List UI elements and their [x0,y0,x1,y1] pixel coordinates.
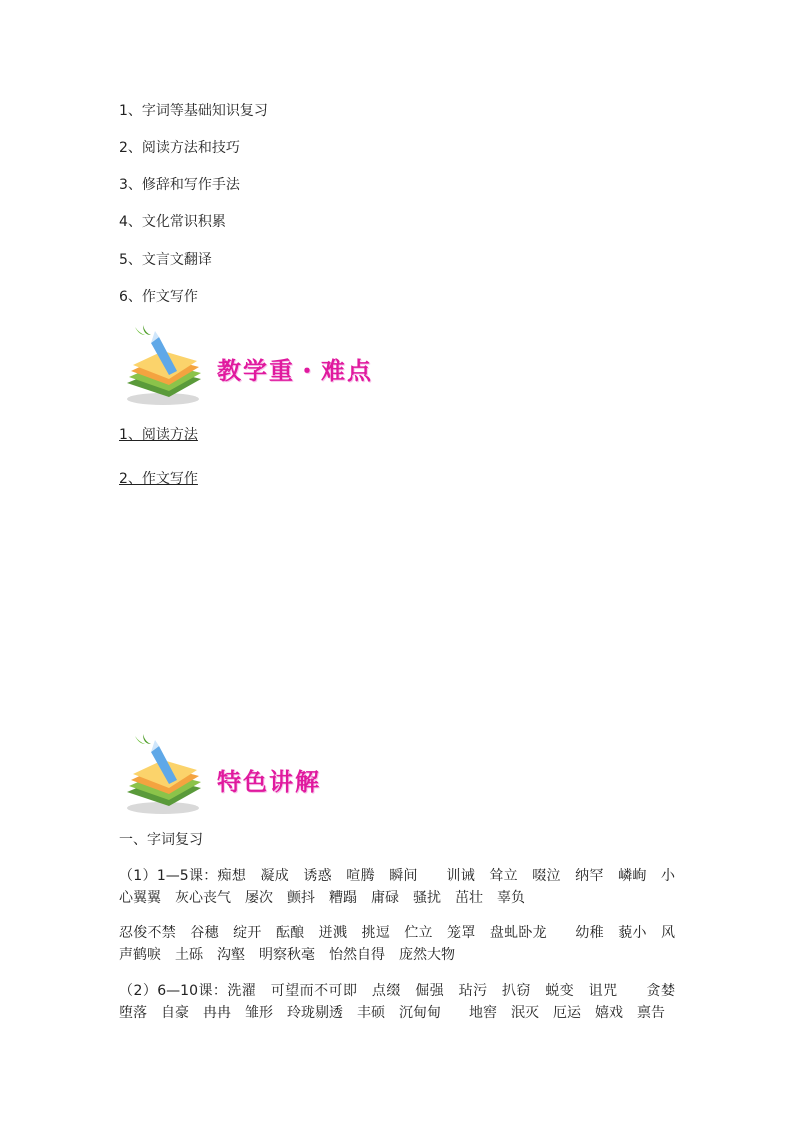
book-pen-icon [121,732,205,816]
vocab-paragraph-2: 忍俊不禁 谷穗 绽开 酝酿 迸溅 挑逗 伫立 笼罩 盘虬卧龙 幼稚 藐小 风声鹤唳 土砾 沟壑 明察秋毫 怡然自得 庞然大物 [119,925,675,963]
subheading-vocab: 一、字词复习 [119,832,203,848]
goal-item-6: 6、作文写作 [119,289,198,305]
section-title-key: 教学重・难点 [217,356,373,385]
goal-item-5: 5、文言文翻译 [119,252,212,268]
goal-item-1: 1、字词等基础知识复习 [119,103,268,119]
goal-item-4: 4、文化常识积累 [119,214,226,230]
section-header-feature [121,732,421,816]
goal-item-3: 3、修辞和写作手法 [119,177,240,193]
vocab-paragraph-1: （1）1—5课：痴想 凝成 诱惑 喧腾 瞬间 训诫 耸立 啜泣 纳罕 嶙峋 小心翼翼 灰心丧气 屡次 颤抖 糟蹋 庸碌 骚扰 茁壮 辜负 [119,868,675,906]
vocab-paragraph-3: （2）6—10课：洗濯 可望而不可即 点缀 倔强 玷污 扒窃 蜕变 诅咒 贪婪 堕落 自豪 冉冉 雏形 玲珑剔透 丰硕 沉甸甸 地窖 泯灭 厄运 嬉戏 禀告 [119,983,689,1021]
goal-item-2: 2、阅读方法和技巧 [119,140,240,156]
book-pen-icon [121,323,205,407]
section-title-feature: 特色讲解 [217,767,321,796]
key-item-1: 1、阅读方法 [119,427,198,443]
key-item-2: 2、作文写作 [119,471,198,487]
section-header-key [121,323,421,407]
